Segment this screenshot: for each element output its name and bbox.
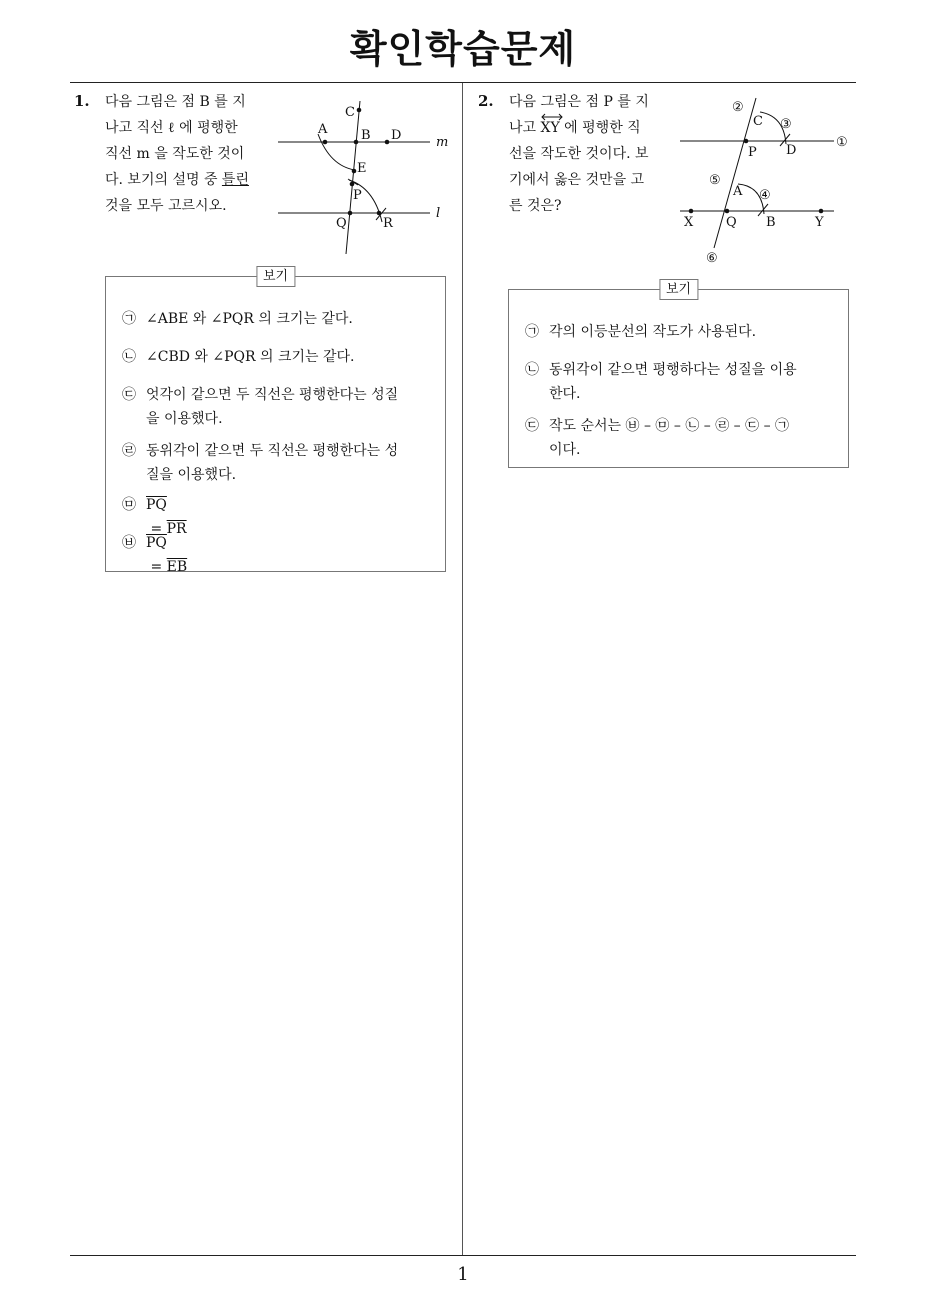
q1-label-m: m [436, 135, 449, 150]
q1-label-a: A [318, 122, 328, 137]
q1-label-d: D [391, 128, 402, 143]
q1-line-1: 다음 그림은 점 B 를 지 [105, 94, 246, 110]
page-title: 확인학습문제 [349, 27, 577, 71]
q1-label-b: B [361, 128, 371, 143]
q2-number: 2. [478, 92, 494, 110]
q2-label-x: X [684, 215, 694, 230]
header-rule [70, 82, 856, 83]
q2-label-n5: ⑤ [709, 173, 721, 188]
q1-point-c [357, 108, 362, 113]
q2-line-2: 나고 XY 에 평행한 직 [509, 115, 649, 141]
q2-label-n1: ① [836, 135, 848, 150]
q2-bogi-label: 보기 [659, 279, 698, 300]
q2-point-p [744, 139, 749, 144]
q2-bogi-box: 보기 ㉠ 각의 이등분선의 작도가 사용된다. ㉡ 동위각이 같으면 평행하다는 성질을 이용 한다. ㉢ 작도 순서는 ㉥ – ㉤ – ㉡ – ㉣ – ㉢ – ㉠ 이다. [508, 289, 849, 468]
q2-label-c: C [753, 114, 763, 129]
q1-line-3: 직선 m 을 작도한 것이 [105, 146, 245, 162]
q2-point-q [725, 209, 730, 214]
q2-point-y [819, 209, 824, 214]
q1-label-r: R [383, 216, 393, 231]
q2-label-n4: ④ [759, 188, 771, 203]
q1-label-p: P [353, 188, 362, 203]
q1-point-q [348, 211, 353, 216]
q1-number: 1. [74, 92, 90, 110]
q2-line-5: 른 것은? [509, 198, 562, 214]
q1-point-b [354, 140, 359, 145]
q2-line-xy: XY [541, 115, 560, 141]
q2-point-x [689, 209, 694, 214]
q1-transversal [346, 101, 360, 254]
q1-line-2: 나고 직선 ℓ 에 평행한 [105, 120, 238, 136]
q1-underlined-word: 틀린 [221, 172, 249, 188]
q1-point-r [377, 211, 382, 216]
q2-text [509, 89, 649, 219]
q2-label-b: B [766, 215, 776, 230]
q1-text [105, 89, 249, 219]
footer-rule [70, 1255, 856, 1256]
q2-label-q: Q [726, 215, 737, 230]
q1-point-e [352, 169, 357, 174]
q1-arc-upper [318, 134, 355, 170]
q1-point-p [350, 182, 355, 187]
page-number: 1 [457, 1264, 469, 1285]
q1-point-a [323, 140, 328, 145]
q2-figure [676, 94, 860, 270]
q1-bogi-label: 보기 [256, 266, 295, 287]
q2-line-4: 기에서 옳은 것만을 고 [509, 172, 645, 188]
q2-line-1: 다음 그림은 점 P 를 지 [509, 94, 649, 110]
q1-point-d [385, 140, 390, 145]
column-divider [462, 83, 463, 1255]
q1-label-e: E [357, 161, 367, 176]
q2-label-d: D [786, 143, 797, 158]
q1-line-5: 것을 모두 고르시오. [105, 198, 227, 214]
q2-label-n3: ③ [780, 117, 792, 132]
q1-label-l: l [436, 206, 441, 221]
q1-figure [270, 96, 460, 260]
q2-label-y: Y [815, 215, 824, 230]
q1-label-q: Q [336, 216, 347, 231]
q2-label-a: A [733, 184, 743, 199]
q2-label-p: P [748, 145, 757, 160]
q2-double-arrow-icon [541, 113, 563, 121]
q1-line-4: 다. 보기의 설명 중 틀린 [105, 172, 249, 188]
q1-bogi-box: 보기 ㉠ ∠ABE 와 ∠PQR 의 크기는 같다. ㉡ ∠CBD 와 ∠PQR 의 크기는 같다. ㉢ 엇각이 같으면 두 직선은 평행한다는 성질 을 이용했다. ㉣ 동위각이 같으면 두 직선은 평행한다는 성 질을 이용했다. ㉤ $\overline{PQ} = \overline{PR}$ ㉥ $\overline{PQ} = \overline{EB}$ [105, 276, 446, 572]
q2-label-n2: ② [732, 100, 744, 115]
q2-label-n6: ⑥ [706, 251, 718, 266]
q2-line-3: 선을 작도한 것이다. 보 [509, 146, 649, 162]
q1-label-c: C [345, 105, 355, 120]
